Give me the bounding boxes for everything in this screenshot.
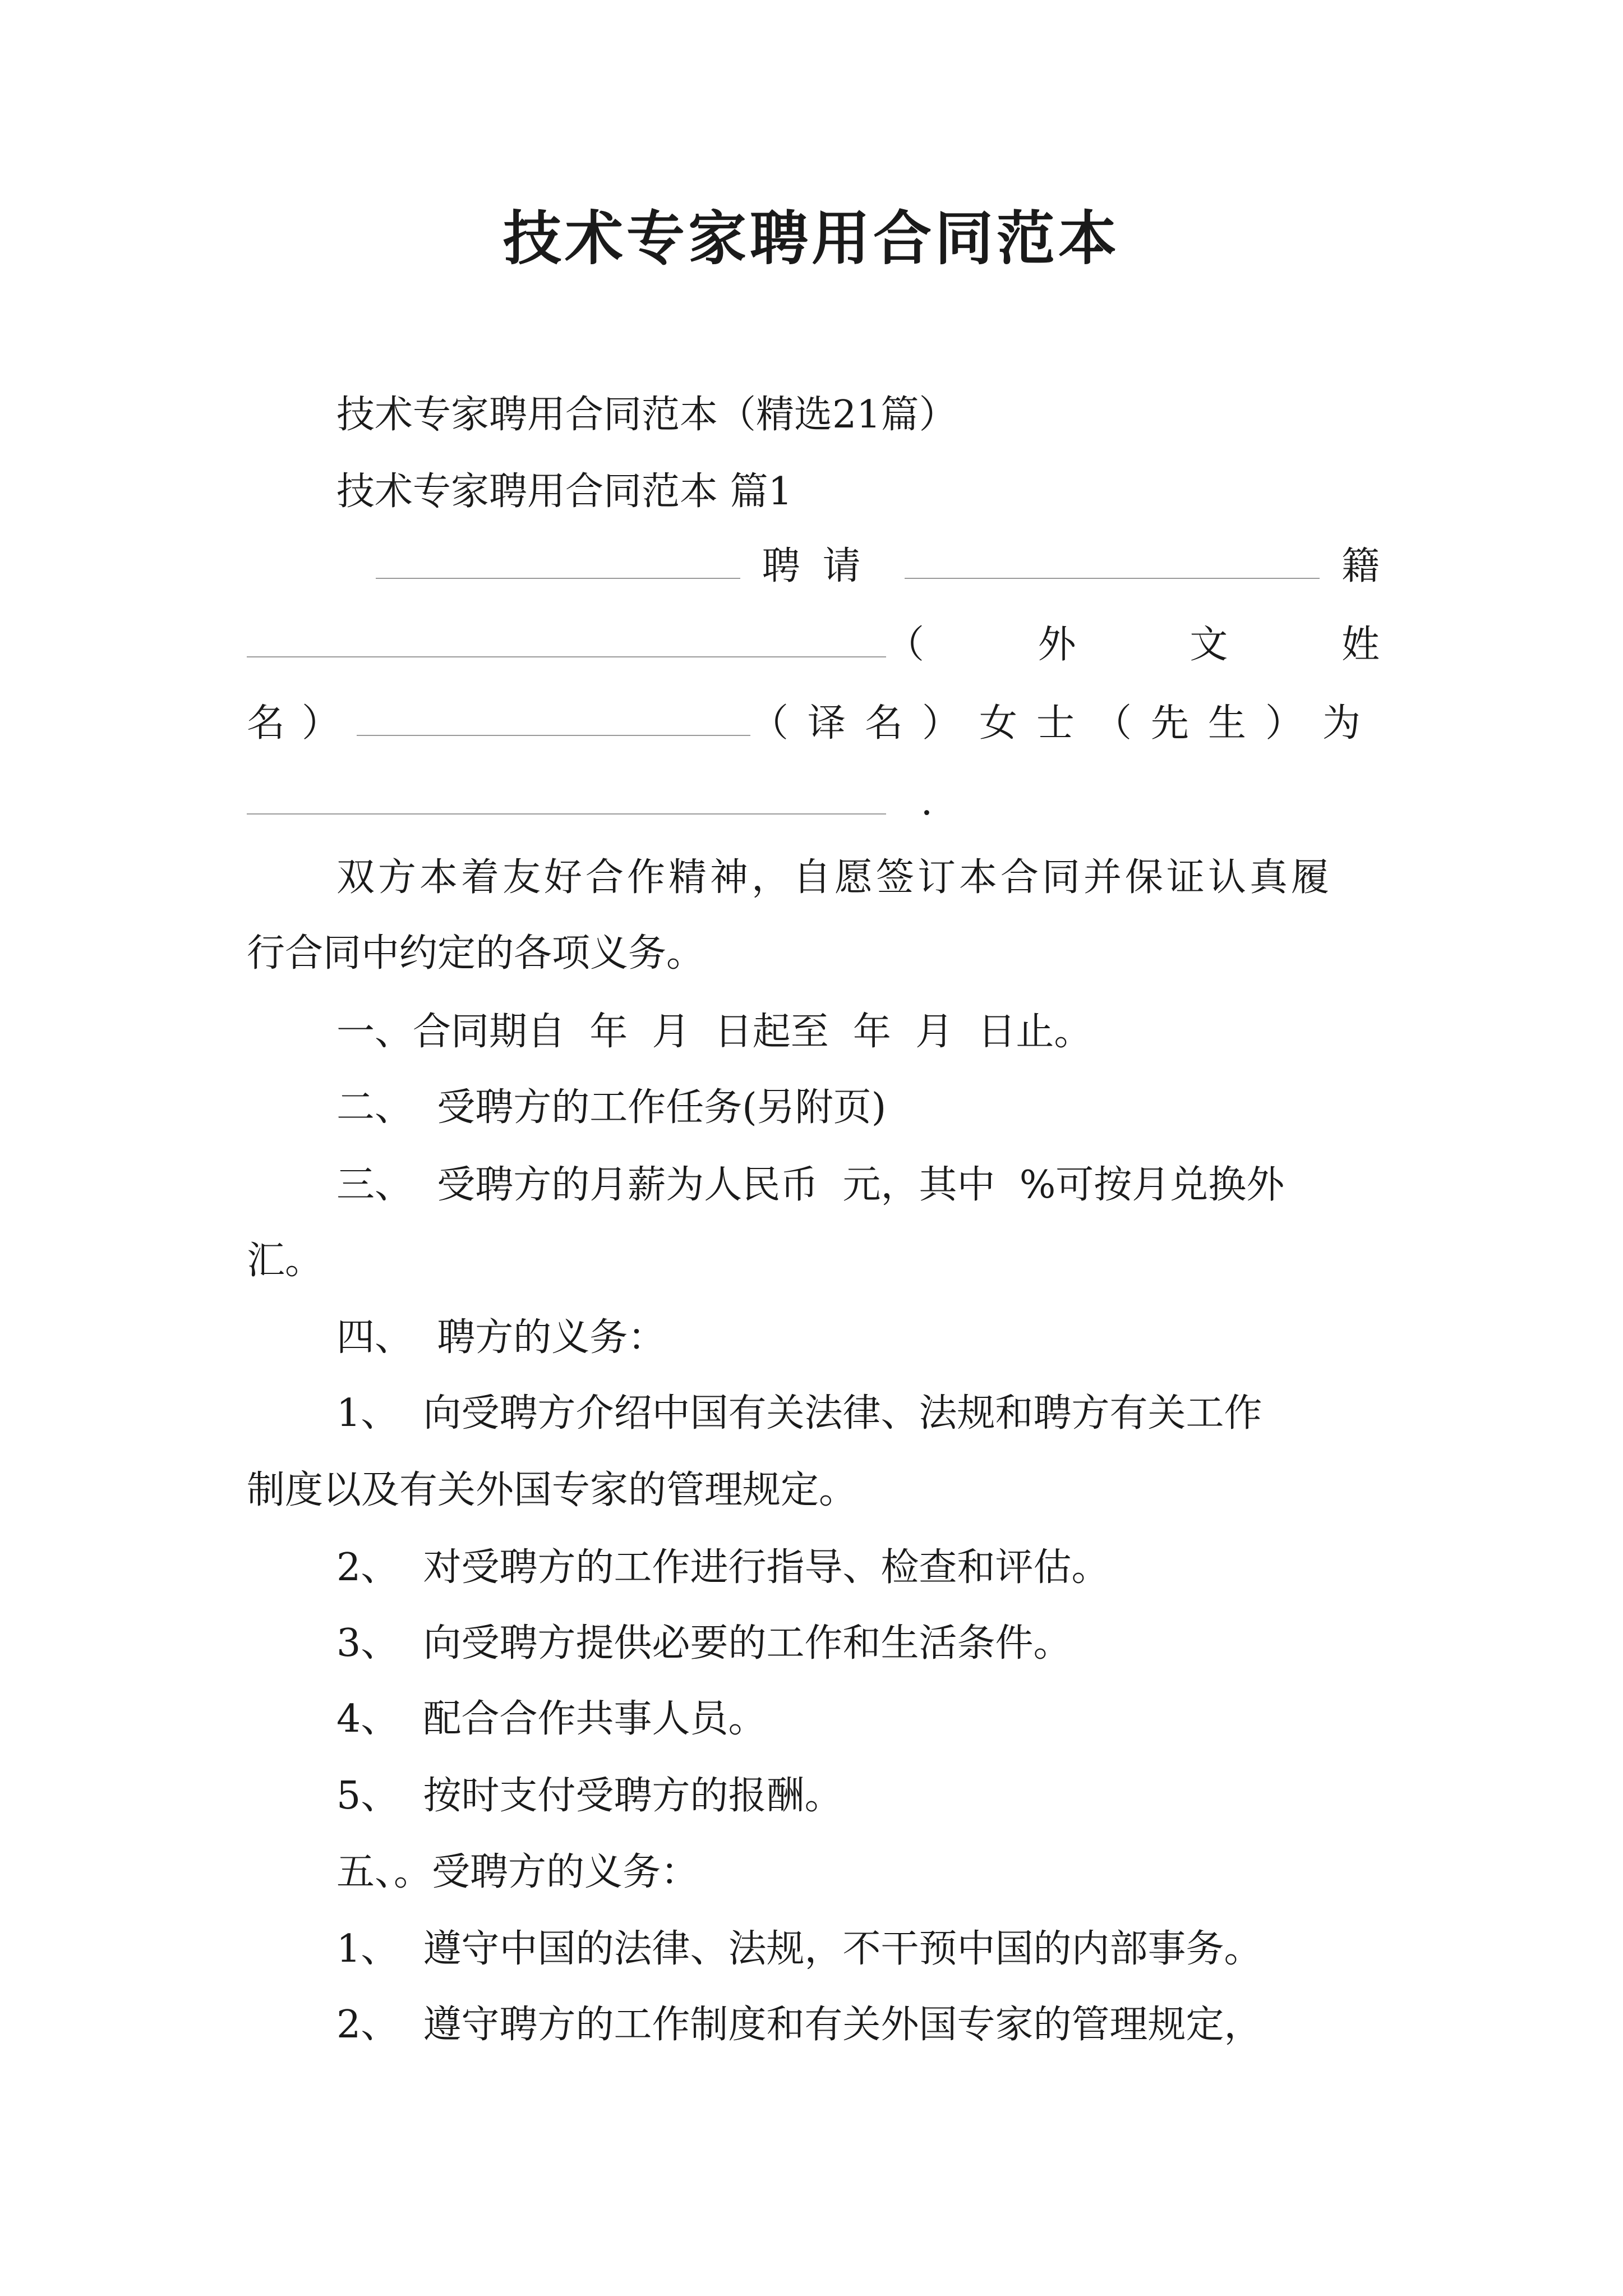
foreign-name-char-2: 文 <box>1189 623 1228 667</box>
foreign-name-group <box>247 617 924 673</box>
paragraph-line: 三、 受聘方的月薪为人民币 元，其中 %可按月兑换外 <box>336 1163 1285 1207</box>
translated-name-blank <box>357 700 750 736</box>
section-heading: 技术专家聘用合同范本 篇1 <box>336 470 792 514</box>
party-line-2 <box>247 617 1380 673</box>
paragraph-line: 一、合同期自 年 月 日起至 年 月 日止。 <box>336 1010 1092 1054</box>
paragraph-line: 2、 遵守聘方的工作制度和有关外国专家的管理规定， <box>336 2003 1262 2047</box>
document-title: 技术专家聘用合同范本 <box>502 204 1120 273</box>
paragraph-line: 汇。 <box>247 1239 324 1283</box>
party-line-4 <box>247 774 1380 830</box>
paragraph-line: 1、 遵守中国的法律、法规，不干预中国的内部事务。 <box>336 1927 1262 1971</box>
paragraph-line: 五、。受聘方的义务： <box>336 1850 699 1894</box>
paragraph-line: 1、 向受聘方介绍中国有关法律、法规和聘方有关工作 <box>336 1391 1262 1435</box>
translated-name-label: （译名）女士（先生）为 <box>750 701 1380 746</box>
paragraph-line: 4、 配合合作共事人员。 <box>336 1697 767 1741</box>
hire-label: 聘请 <box>762 544 883 588</box>
paragraph-line: 四、 聘方的义务： <box>336 1315 666 1360</box>
nationality-label: 籍 <box>1341 544 1380 588</box>
party-line-3 <box>247 696 1380 752</box>
paragraph-line: 制度以及有关外国专家的管理规定。 <box>247 1468 857 1512</box>
position-blank <box>247 779 886 815</box>
foreign-name-char-3: 姓 <box>1341 623 1380 667</box>
party-line-end: . <box>920 780 933 824</box>
foreign-name-blank <box>247 622 886 657</box>
paragraph-line: 二、 受聘方的工作任务(另附页) <box>336 1085 887 1130</box>
party-line-1 <box>376 539 1380 595</box>
foreign-name-char-1: 外 <box>1038 623 1076 667</box>
paragraph-line: 3、 向受聘方提供必要的工作和生活条件。 <box>336 1621 1072 1665</box>
employer-blank <box>376 543 740 579</box>
foreign-name-open: （ <box>886 623 925 667</box>
document-subtitle: 技术专家聘用合同范本（精选21篇） <box>336 393 957 437</box>
nationality-blank <box>905 543 1320 579</box>
paragraph-line: 5、 按时支付受聘方的报酬。 <box>336 1774 843 1818</box>
paragraph-line: 双方本着友好合作精神，自愿签订本合同并保证认真履 <box>336 855 1333 900</box>
paragraph-line: 2、 对受聘方的工作进行指导、检查和评估。 <box>336 1545 1110 1590</box>
name-close: 名） <box>247 701 357 746</box>
paragraph-line: 行合同中约定的各项义务。 <box>247 931 705 976</box>
